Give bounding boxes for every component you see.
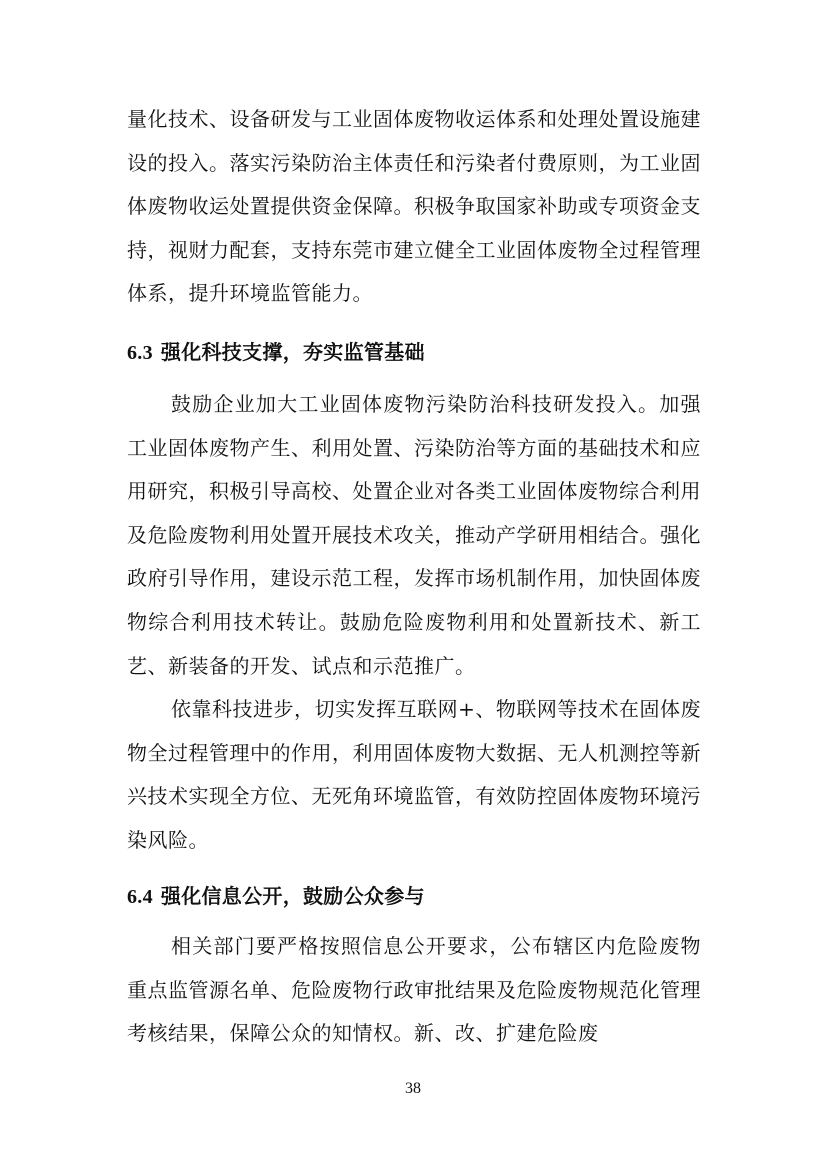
paragraph-technology: 依靠科技进步，切实发挥互联网+、物联网等技术在固体废物全过程管理中的作用，利用固体废物大数据、无人机测控等新兴技术实现全方位、无死角环境监管，有效防控固体废物环境污染风险。 [127,697,701,852]
section-number: 6.4 [127,886,153,908]
paragraph-research: 鼓励企业加大工业固体废物污染防治科技研发投入。加强工业固体废物产生、利用处置、污染防治等方面的基础技术和应用研究，积极引导高校、处置企业对各类工业固体废物综合利用及危险废物利用处置开展技术攻关，推动产学研用相结合。强化政府引导作用，建设示范工程，发挥市场机制作用，加快固体废物综合利用技术转让。鼓励危险废物利用和处置新技术、新工艺、新装备的开发、试点和示范推广。 [127,392,701,678]
section-number: 6.3 [127,342,153,364]
page-number: 38 [405,1080,421,1097]
paragraph-disclosure: 相关部门要严格按照信息公开要求，公布辖区内危险废物重点监管源名单、危险废物行政审批结果及危险废物规范化管理考核结果，保障公众的知情权。新、改、扩建危险废 [127,934,701,1046]
section-heading-6-4 [127,881,701,912]
section-title: 强化科技支撑，夯实监管基础 [160,340,425,364]
paragraph-continued: 量化技术、设备研发与工业固体废物收运体系和处理处置设施建设的投入。落实污染防治主体责任和污染者付费原则，为工业固体废物收运处置提供资金保障。积极争取国家补助或专项资金支持，视财力配套，支持东莞市建立健全工业固体废物全过程管理体系，提升环境监管能力。 [127,107,701,306]
section-title: 强化信息公开，鼓励公众参与 [160,884,425,908]
section-heading-6-3 [127,337,701,368]
